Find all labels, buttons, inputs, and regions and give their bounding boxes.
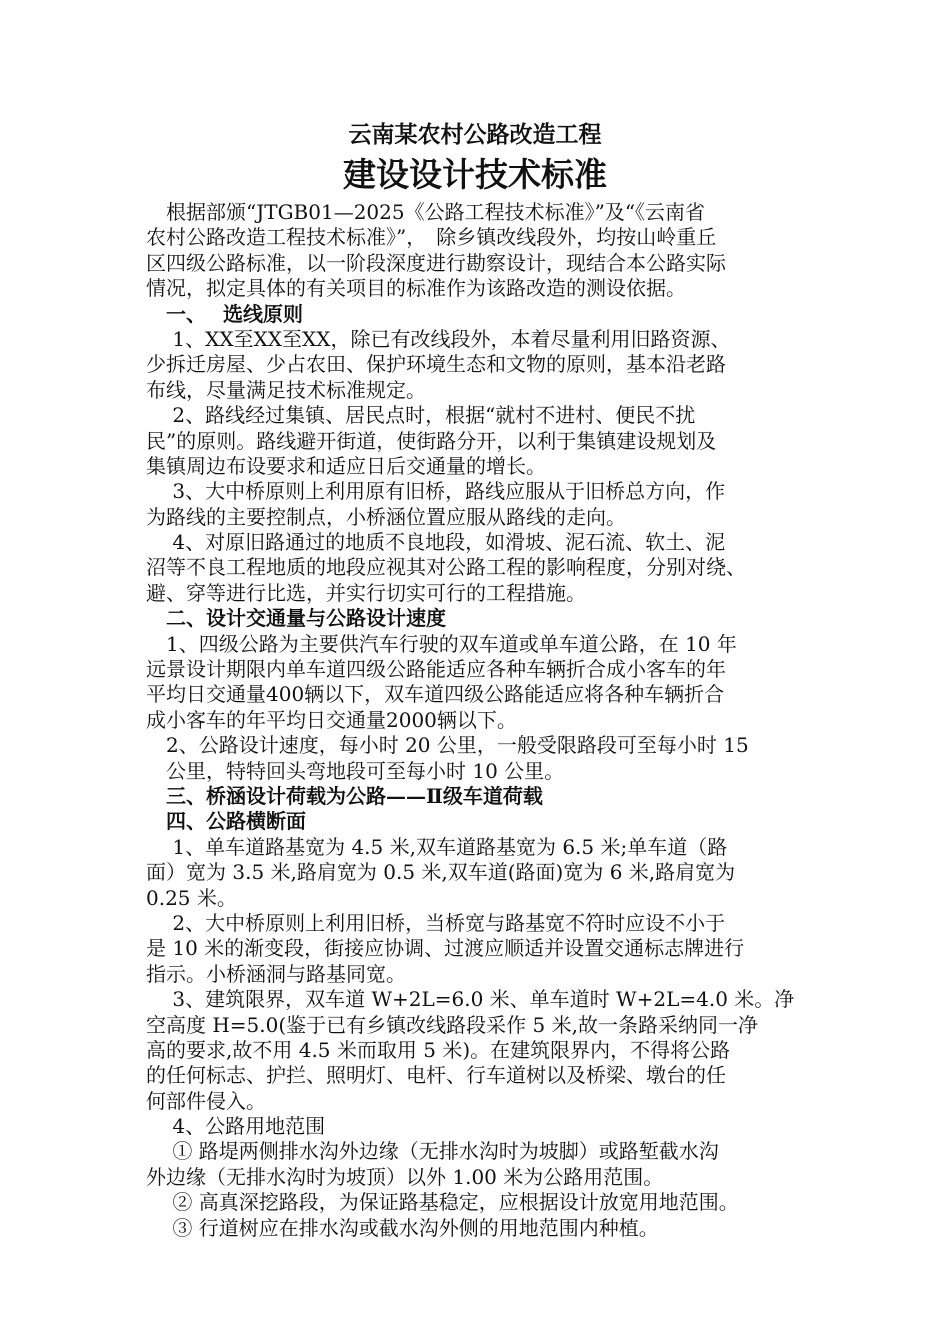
text-line: 远景设计期限内单车道四级公路能适应各种车辆折合成小客车的年 (146, 657, 726, 682)
text-line: 布线，尽量满足技术标准规定。 (146, 377, 426, 402)
text-line: 指示。小桥涵洞与路基同宽。 (146, 961, 406, 986)
section-heading: 一、 选线原则 (146, 301, 303, 326)
text-line: 高的要求,故不用 4.5 米而取用 5 米)。在建筑限界内，不得将公路 (146, 1037, 731, 1062)
text-line: 2、路线经过集镇、居民点时，根据“就村不进村、便民不扰 (146, 403, 696, 428)
section-heading: 三、桥涵设计荷载为公路——Ⅱ级车道荷载 (146, 783, 543, 808)
document-title-line1: 云南某农村公路改造工程 (348, 121, 602, 148)
text-line: 面）宽为 3.5 米,路肩宽为 0.5 米,双车道(路面)宽为 6 米,路肩宽为 (146, 860, 736, 885)
text-line: 农村公路改造工程技术标准》”， 除乡镇改线段外，均按山岭重丘 (146, 225, 717, 250)
text-line: 2、公路设计速度，每小时 20 公里，一般受限路段可至每小时 15 (146, 733, 749, 758)
text-line: 外边缘（无排水沟时为坡顶）以外 1.00 米为公路用范围。 (146, 1164, 664, 1189)
text-line: 集镇周边布设要求和适应日后交通量的增长。 (146, 453, 546, 478)
text-line: 2、大中桥原则上利用旧桥，当桥宽与路基宽不符时应设不小于 (146, 910, 726, 935)
text-line: 为路线的主要控制点，小桥涵位置应服从路线的走向。 (146, 504, 626, 529)
text-line: 成小客车的年平均日交通量2000辆以下。 (146, 707, 517, 732)
section-heading: 二、设计交通量与公路设计速度 (146, 606, 446, 631)
text-line: 3、大中桥原则上利用原有旧桥，路线应服从于旧桥总方向，作 (146, 479, 726, 504)
section-heading: 四、公路横断面 (146, 809, 306, 834)
text-line: 1、四级公路为主要供汽车行驶的双车道或单车道公路，在 10 年 (146, 631, 737, 656)
text-line: 的任何标志、护拦、照明灯、电杆、行车道树以及桥梁、墩台的任 (146, 1063, 726, 1088)
text-line: 1、XX至XX至XX，除已有改线段外，本着尽量利用旧路资源、 (146, 326, 731, 351)
text-line: 区四级公路标准，以一阶段深度进行勘察设计，现结合本公路实际 (146, 250, 726, 275)
text-line: 沼等不良工程地质的地段应视其对公路工程的影响程度，分别对绕、 (146, 555, 746, 580)
text-line: ③ 行道树应在排水沟或截水沟外侧的用地范围内种植。 (146, 1215, 659, 1240)
document-body (146, 200, 816, 1241)
text-line: ① 路堤两侧排水沟外边缘（无排水沟时为坡脚）或路堑截水沟 (146, 1139, 719, 1164)
text-line: 平均日交通量400辆以下，双车道四级公路能适应将各种车辆折合 (146, 682, 725, 707)
text-line: 情况，拟定具体的有关项目的标准作为该路改造的测设依据。 (146, 276, 686, 301)
text-line: 何部件侵入。 (146, 1088, 266, 1113)
text-line: ② 高真深挖路段，为保证路基稳定，应根据设计放宽用地范围。 (146, 1190, 739, 1215)
document-title-line2: 建设设计技术标准 (343, 155, 607, 194)
text-line: 是 10 米的渐变段，街接应协调、过渡应顺适并设置交通标志牌进行 (146, 936, 745, 961)
text-line: 3、建筑限界，双车道 W+2L=6.0 米、单车道时 W+2L=4.0 米。净 (146, 987, 795, 1012)
text-line: 空高度 H=5.0(鉴于已有乡镇改线路段采作 5 米,故一条路采纳同一净 (146, 1012, 758, 1037)
text-line: 民”的原则。路线避开街道，使街路分开，以利于集镇建设规划及 (146, 428, 717, 453)
text-line: 避、穿等进行比选，并实行切实可行的工程措施。 (146, 580, 586, 605)
text-line: 公里，特特回头弯地段可至每小时 10 公里。 (146, 758, 565, 783)
text-line: 4、对原旧路通过的地质不良地段，如滑坡、泥石流、软土、泥 (146, 530, 726, 555)
text-line: 4、公路用地范围 (146, 1114, 326, 1139)
text-line: 少拆迁房屋、少占农田、保护环境生态和文物的原则，基本沿老路 (146, 352, 726, 377)
text-line: 1、单车道路基宽为 4.5 米,双车道路基宽为 6.5 米;单车道（路 (146, 834, 728, 859)
text-line: 0.25 米。 (146, 885, 237, 910)
text-line: 根据部颁“JTGB01—2025《公路工程技术标准》”及“《云南省 (146, 200, 706, 224)
